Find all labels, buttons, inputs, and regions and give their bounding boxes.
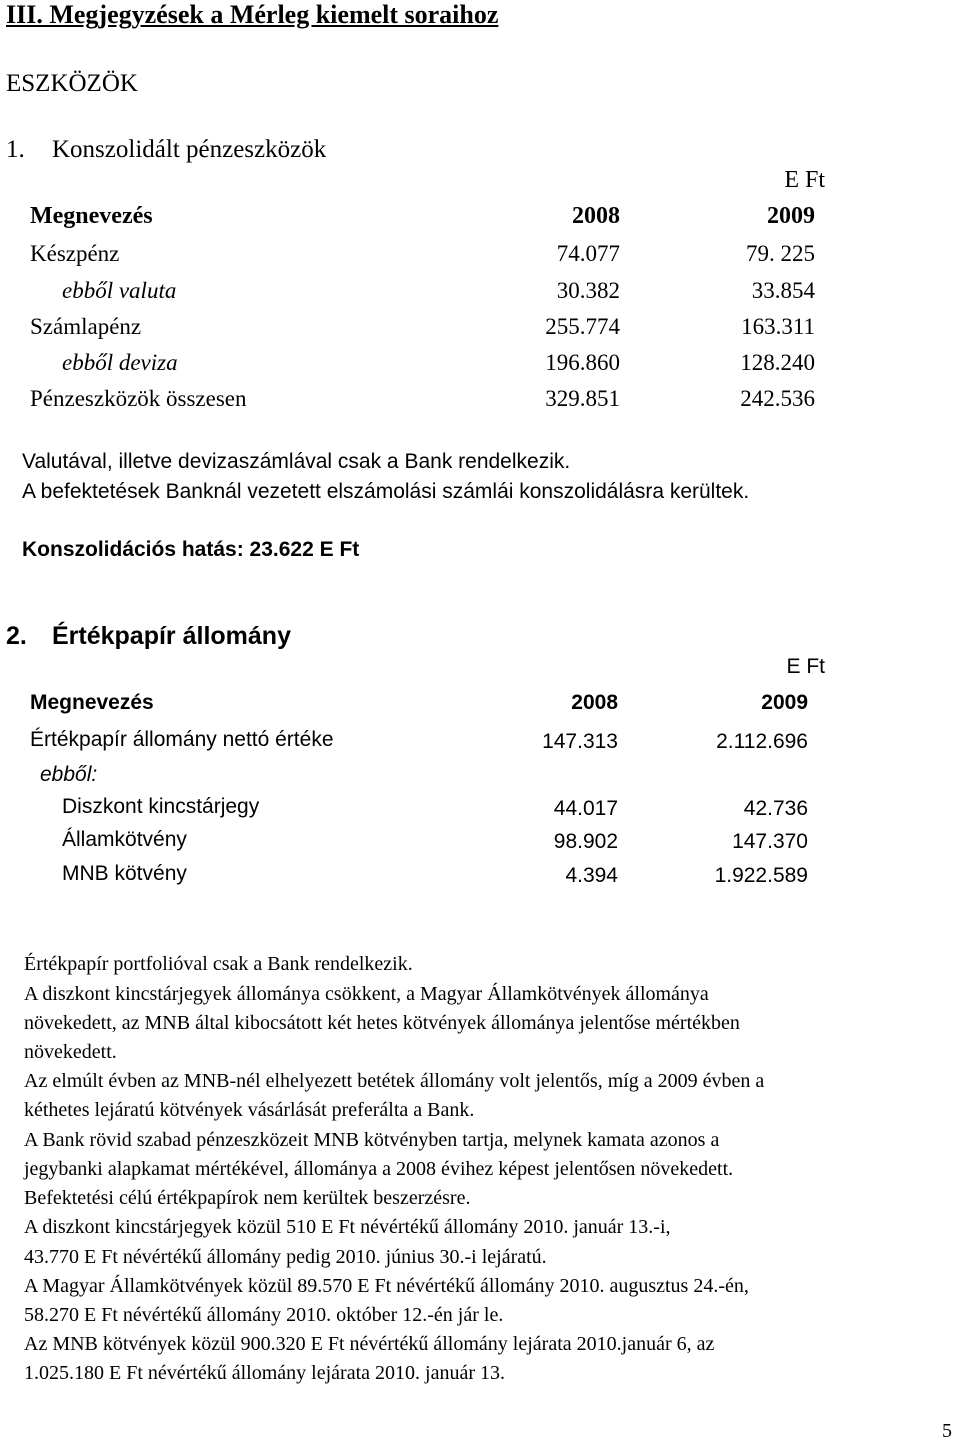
section1-header-2008: 2008 [572,203,620,229]
table-cell-2008: 30.382 [556,278,620,303]
table-row-label: ebből valuta [62,278,177,303]
table-cell-2008: 4.394 [565,864,618,887]
consolidation-effect: Konszolidációs hatás: 23.622 E Ft [22,538,360,561]
table-cell-2009: 163.311 [741,314,815,339]
table-cell-2009: 79. 225 [746,241,815,266]
section2-header-2008: 2008 [571,691,618,714]
section1-title-text: Konszolidált pénzeszközök [52,136,327,163]
paragraph-line: Értékpapír portfolióval csak a Bank rendelkezik. [24,953,413,975]
paragraph-line: A Magyar Államkötvények közül 89.570 E Ft névértékű állomány 2010. augusztus 24.-én, [24,1275,749,1297]
paragraph-line: jegybanki alapkamat mértékével, állománya a 2008 évihez képest jelentősen növekedett. [24,1158,734,1180]
section1-note: A befektetések Banknál vezetett elszámolási számlái konszolidálásra kerültek. [22,480,750,503]
table-row-label: Készpénz [30,241,120,266]
section1-title [6,136,326,164]
section2-title [6,622,291,651]
section1-header-name: Megnevezés [30,203,153,229]
paragraph-line: 43.770 E Ft névértékű állomány pedig 2010. június 30.-i lejáratú. [24,1246,547,1268]
section1-unit: E Ft [784,167,825,193]
paragraph-line: kéthetes lejáratú kötvények vásárlását preferálta a Bank. [24,1099,475,1121]
section1-header-2009: 2009 [767,203,815,229]
table-cell-2008: 44.017 [553,797,618,820]
table-cell-2008: 98.902 [553,830,618,853]
table-cell-2008: 329.851 [545,386,620,411]
section2-number: 2. [6,622,27,650]
table-row-label: ebből: [40,763,98,786]
paragraph-line: Befektetési célú értékpapírok nem kerültek beszerzésre. [24,1187,471,1209]
table-cell-2009: 33.854 [751,278,815,303]
table-cell-2008: 255.774 [545,314,620,339]
paragraph-line: Az MNB kötvények közül 900.320 E Ft névértékű állomány lejárata 2010.január 6, az [24,1333,715,1355]
paragraph-line: növekedett, az MNB által kibocsátott két hetes kötvények állománya jelentőse mértékben [24,1012,740,1034]
table-cell-2009: 128.240 [740,350,815,375]
section2-header-name: Megnevezés [30,691,154,714]
paragraph-line: Az elmúlt évben az MNB-nél elhelyezett betétek állomány volt jelentős, míg a 2009 évben a [24,1070,765,1092]
section1-note: Valutával, illetve devizaszámlával csak a Bank rendelkezik. [22,450,571,473]
table-cell-2009: 1.922.589 [714,864,808,887]
table-cell-2008: 147.313 [542,730,618,753]
table-row-label: Számlapénz [30,314,142,339]
page-heading: III. Megjegyzések a Mérleg kiemelt soraihoz [6,0,499,29]
paragraph-line: 58.270 E Ft névértékű állomány 2010. október 12.-én jár le. [24,1304,504,1326]
section2-unit: E Ft [786,655,825,678]
page-number: 5 [942,1420,952,1442]
paragraph-line: A diszkont kincstárjegyek közül 510 E Ft névértékű állomány 2010. január 13.-i, [24,1216,671,1238]
table-cell-2009: 147.370 [732,830,808,853]
table-row-label: Diszkont kincstárjegy [62,795,260,818]
paragraph-line: A diszkont kincstárjegyek állománya csökkent, a Magyar Államkötvények állománya [24,983,709,1005]
paragraph-line: 1.025.180 E Ft névértékű állomány lejárata 2010. január 13. [24,1362,505,1384]
section2-header-2009: 2009 [761,691,808,714]
table-cell-2008: 74.077 [556,241,620,266]
table-cell-2009: 42.736 [743,797,808,820]
table-cell-2009: 242.536 [740,386,815,411]
section2-title-text: Értékpapír állomány [52,622,291,650]
table-cell-2008: 196.860 [545,350,620,375]
paragraph-line: növekedett. [24,1041,117,1063]
table-row-label: Államkötvény [62,828,187,851]
table-row-label: Értékpapír állomány nettó értéke [30,728,334,751]
table-row-label: MNB kötvény [62,862,187,885]
table-row-label: Pénzeszközök összesen [30,386,247,411]
paragraph-line: A Bank rövid szabad pénzeszközeit MNB kötvényben tartja, melynek kamata azonos a [24,1129,720,1151]
section1-number: 1. [6,136,25,163]
table-row-label: ebből deviza [62,350,178,375]
table-cell-2009: 2.112.696 [716,730,808,753]
category-title: ESZKÖZÖK [6,70,138,97]
